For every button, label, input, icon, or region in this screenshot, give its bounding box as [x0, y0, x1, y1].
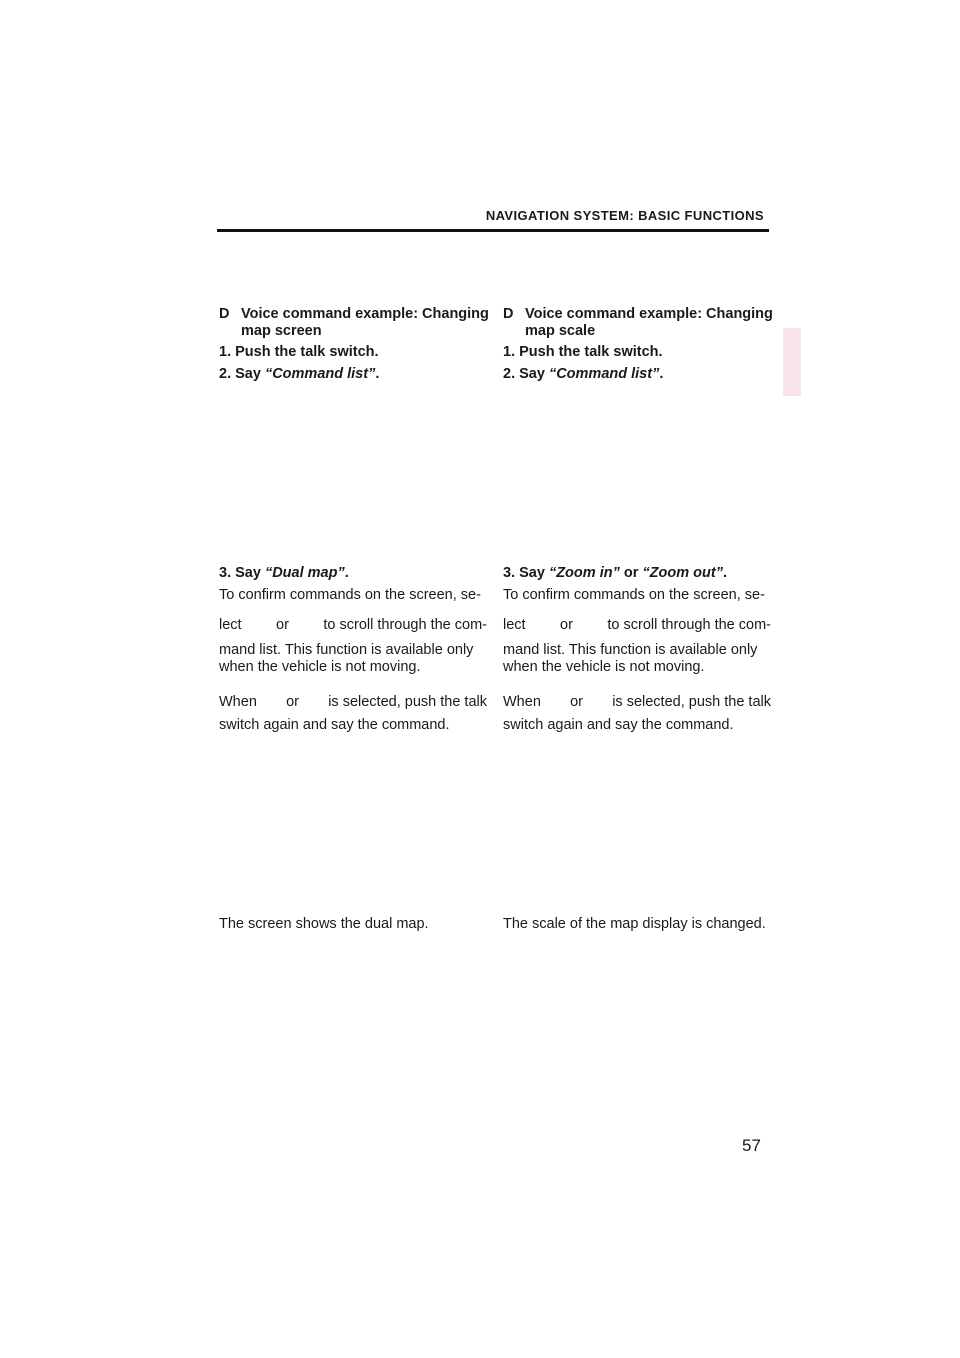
- left-confirm-paragraph: mand list. This function is available only when the vehicle is not moving.: [219, 642, 474, 675]
- left-when-line-2: switch again and say the command.: [219, 717, 450, 733]
- page-number: 57: [742, 1136, 761, 1155]
- right-when-line: When or is selected, push the talk: [503, 694, 771, 710]
- right-step-1: 1. Push the talk switch.: [503, 344, 663, 360]
- bullet-heading-text: Voice command example: Changing map screen: [241, 306, 489, 339]
- header-rule: [217, 229, 769, 232]
- left-step-1: 1. Push the talk switch.: [219, 344, 379, 360]
- bullet-heading-text: Voice command example: Changing map scale: [525, 306, 773, 339]
- right-step-3: 3. Say “Zoom in” or “Zoom out”.: [503, 565, 727, 581]
- right-confirm-line-2: lect or to scroll through the com-: [503, 617, 771, 633]
- bullet-icon: D: [219, 306, 230, 322]
- right-confirm-line-1: To confirm commands on the screen, se-: [503, 587, 765, 603]
- left-confirm-line-2: lect or to scroll through the com-: [219, 617, 487, 633]
- running-header: NAVIGATION SYSTEM: BASIC FUNCTIONS: [485, 208, 764, 223]
- command-text: “Dual map”: [264, 565, 345, 581]
- section-tab-marker: [783, 328, 801, 396]
- right-step-2: 2. Say “Command list”.: [503, 366, 664, 382]
- left-step-2: 2. Say “Command list”.: [219, 366, 380, 382]
- bullet-icon: D: [503, 306, 514, 322]
- right-result: The scale of the map display is changed.: [503, 916, 766, 932]
- command-text: “Command list”: [264, 366, 376, 382]
- left-when-line: When or is selected, push the talk: [219, 694, 487, 710]
- command-text: “Zoom out”: [642, 565, 723, 581]
- right-confirm-paragraph: mand list. This function is available only when the vehicle is not moving.: [503, 642, 758, 675]
- command-text: “Command list”: [548, 366, 660, 382]
- left-step-3: 3. Say “Dual map”.: [219, 565, 349, 581]
- left-confirm-line-1: To confirm commands on the screen, se-: [219, 587, 481, 603]
- left-result: The screen shows the dual map.: [219, 916, 429, 932]
- command-text: “Zoom in”: [548, 565, 620, 581]
- right-when-line-2: switch again and say the command.: [503, 717, 734, 733]
